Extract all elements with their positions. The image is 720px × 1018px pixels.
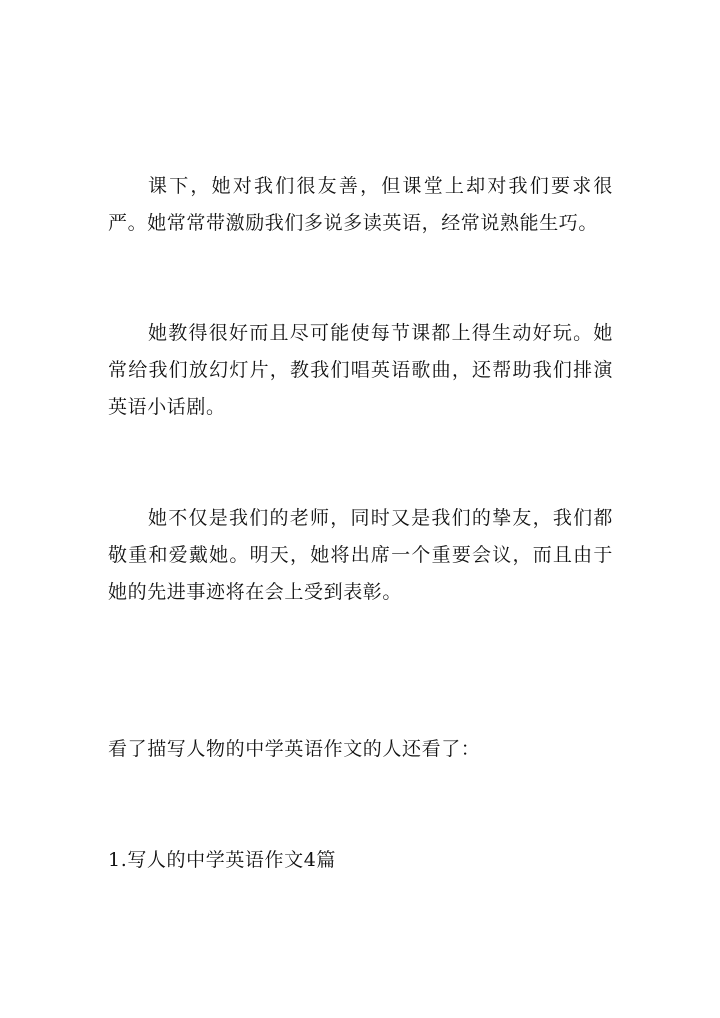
- paragraph-3: 她不仅是我们的老师，同时又是我们的挚友，我们都敬重和爱戴她。明天，她将出席一个重要会议，而且由于她的先进事迹将在会上受到表彰。: [108, 507, 613, 603]
- paragraph-1: 课下，她对我们很友善，但课堂上却对我们要求很严。她常常带激励我们多说多读英语，经常说熟能生巧。: [108, 175, 613, 234]
- related-heading: 看了描写人物的中学英语作文的人还看了：: [108, 738, 481, 760]
- paragraph-2: 她教得很好而且尽可能使每节课都上得生动好玩。她常给我们放幻灯片，教我们唱英语歌曲，还帮助我们排演英语小话剧。: [108, 322, 613, 418]
- related-link-1[interactable]: 1.写人的中学英语作文4篇: [108, 849, 337, 871]
